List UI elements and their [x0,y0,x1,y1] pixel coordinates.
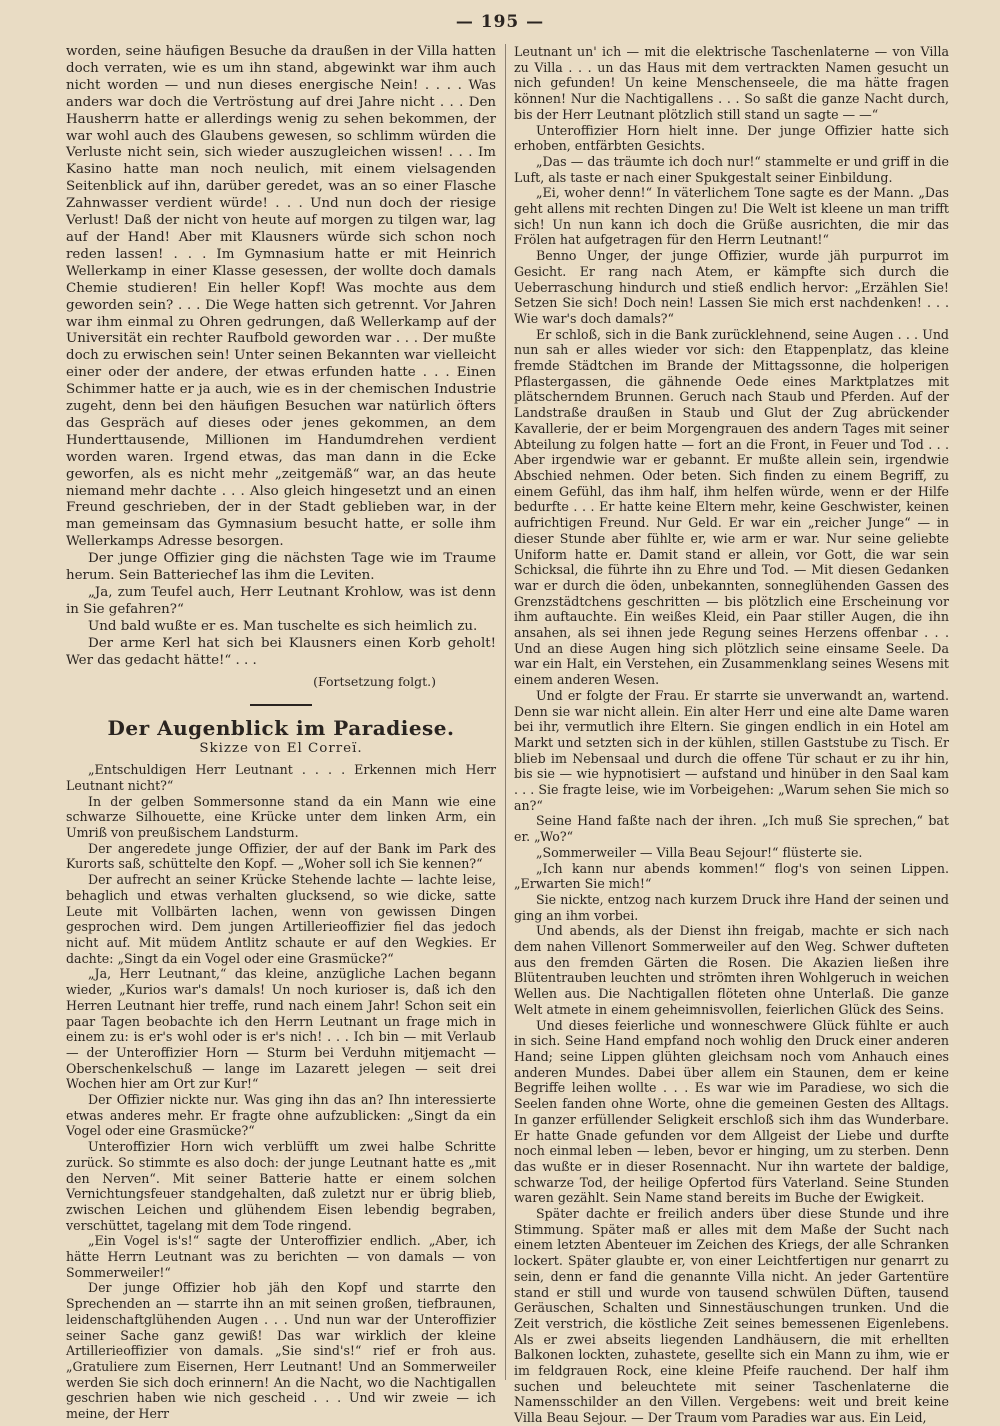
paragraph: „Ja, zum Teufel auch, Herr Leutnant Krohlow, was ist denn in Sie gefahren?“ [66,585,496,617]
column-rule [505,44,506,1380]
paragraph: Seine Hand faßte nach der ihren. „Ich muß Sie sprechen,“ bat er. „Wo?“ [514,813,949,845]
left-column [66,44,496,1422]
paragraph: „Ein Vogel is's!“ sagte der Unteroffizier endlich. „Aber, ich hätte Herrn Leutnant was zu berichten — von damals — von Sommerweiler!“ [66,1233,496,1280]
paragraph: Der arme Kerl hat sich bei Klausners einen Korb geholt! Wer das gedacht hätte!“ . . . [66,635,496,668]
continuation-note: (Fortsetzung folgt.) [313,673,436,689]
paragraph: Der junge Offizier hob jäh den Kopf und starrte den Sprechenden an — starrte ihn an mit seinen großen, tiefbraunen, leidenschaftglühenden Augen . . . Und nun war der Unteroffizier seiner Sache ganz gewiß! Das war wirklich der kleine Artillerieoffizier von damals. „Sie sind's!“ rief er froh aus. „Gratuliere zum Eisernen, Herr Leutnant! Und an Sommerweiler werden Sie sich doch erinnern! An die Nacht, wo die Nachtigallen geschrien haben wie nich gescheid . . . Und wir zweie — ich meine, der Herr [66,1280,496,1422]
paragraph: Unteroffizier Horn wich verblüfft um zwei halbe Schritte zurück. So stimmte es also doch: der junge Leutnant hatte es „mit den Nerven“. Mit seiner Batterie hatte er einem solchen Vernichtungsfeuer standgehalten, daß zuletzt nur er übrig blieb, zwischen Leichen und glühendem Eisen lebendig begraben, verschüttet, tagelang mit dem Tode ringend. [66,1139,496,1233]
right-column [514,44,949,1426]
paragraph: „Entschuldigen Herr Leutnant . . . . Erkennen mich Herr Leutnant nicht?“ [66,762,496,793]
paragraph: Er schloß, sich in die Bank zurücklehnend, seine Augen . . . Und nun sah er alles wieder vor sich: den Etappenplatz, das kleine fremde Städtchen im Brande der Mittagssonne, die holperigen Pflastergassen, die gähnende Oede eines Marktplatzes mit plätscherndem Brunnen. Geruch nach Staub und Pferden. Auf der Landstraße draußen in Staub und Glut der Zug abrückender Kavallerie, der er beim Morgengrauen des andern Tages mit seiner Abteilung zu folgen hatte — fort an die Front, in Feuer und Tod . . . Aber irgendwie war er gebannt. Er mußte allein sein, irgendwie Abschied nehmen. Oder beten. Sich finden zu einem Begriff, zu einem Gefühl, das ihm half, ihm helfen würde, wenn er der Hilfe bedurfte . . . Er hatte keine Eltern mehr, keine Geschwister, keinen aufrichtigen Freund. Nur Geld. Er war ein „reicher Junge“ — in dieser Stunde aber fühlte er, wie arm er war. Nur seine geliebte Uniform hatte er. Damit stand er allein, vor Gott, die war sein Schicksal, die führte ihn zu Ehre und Tod. — Mit diesen Gedanken war er durch die öden, unbekannten, sonneglühenden Gassen des Grenzstädtchens geschritten — bis plötzlich eine Erscheinung vor ihm auftauchte. Ein weißes Kleid, ein Paar stiller Augen, die ihn ansahen, als sei ihnen jede Regung seines Herzens offenbar . . . Und an diese Augen hing sich plötzlich seine einsame Seele. Da war ein Halt, ein Verstehen, ein Zusammenklang seines Wesens mit einem anderen Wesen. [514,326,949,688]
page-number: — 195 — [455,12,545,32]
story-body [66,762,496,1422]
paragraph: Benno Unger, der junge Offizier, wurde jäh purpurrot im Gesicht. Er rang nach Atem, er kämpfte sich durch die Ueberraschung hindurch und stieß endlich hervor: „Erzählen Sie! Setzen Sie sich! Doch nein! Lassen Sie mich erst nachdenken! . . . Wie war's doch damals?“ [514,248,949,326]
paragraph: Der aufrecht an seiner Krücke Stehende lachte — lachte leise, behaglich und etwas verhalten glucksend, so wie dicke, satte Leute mit Vollbärten lachen, wenn von gewissen Dingen gesprochen wird. Dem jungen Artillerieoffizier fiel das jedoch nicht auf. Mit müdem Antlitz schaute er auf den Wegkies. Er dachte: „Singt da ein Vogel oder eine Grasmücke?“ [66,872,496,966]
story-byline: Skizze von El Correï. [199,741,363,757]
paragraph: Sie nickte, entzog nach kurzem Druck ihre Hand der seinen und ging an ihm vorbei. [514,891,949,923]
paragraph: „Ei, woher denn!“ In väterlichem Tone sagte es der Mann. „Das geht allens mit rechten Dingen zu! Die Welt ist kleene un man trifft sich! Un nun kann ich doch die Grüße ausrichten, die mir das Frölen hat aufgetragen für den Herrn Leutnant!“ [514,185,949,248]
paragraph: Der Offizier nickte nur. Was ging ihn das an? Ihn interessierte etwas anderes mehr. Er fragte ohne aufzublicken: „Singt da ein Vogel oder eine Grasmücke?“ [66,1092,496,1139]
paragraph: In der gelben Sommersonne stand da ein Mann wie eine schwarze Silhouette, eine Krücke unter dem linken Arm, ein Umriß von preußischem Landsturm. [66,793,496,841]
section-divider [250,704,312,706]
paragraph: „Sommerweiler — Villa Beau Sejour!“ flüsterte sie. [536,844,863,860]
paragraph: Unteroffizier Horn hielt inne. Der junge Offizier hatte sich erhoben, entfärbten Gesichts. [514,122,949,154]
paragraph: Und bald wußte er es. Man tuschelte es sich heimlich zu. [88,618,478,634]
paragraph: Der angeredete junge Offizier, der auf der Bank im Park des Kurorts saß, schüttelte den Kopf. — „Woher soll ich Sie kennen?“ [66,840,496,872]
paragraph: „Ja, Herr Leutnant,“ das kleine, anzügliche Lachen begann wieder, „Kurios war's damals! Un noch kurioser is, daß ich den Herren Leutnant hier treffe, rund nach einem Jahr! Schon seit ein paar Tagen beobachte ich den Herrn Leutnant un frage mich in einem zu: is er's wohl oder is er's nich! . . . Ich bin — mit Verlaub — der Unteroffizier Horn — Sturm bei Verduhn mitjemacht — Oberschenkelschuß — lange im Lazarett jelegen — seit drei Wochen hier am Ort zur Kur!“ [66,966,496,1092]
paragraph: Später dachte er freilich anders über diese Stunde und ihre Stimmung. Später maß er alles mit dem Maße der Sucht nach einem letzten Abenteuer im Zeichen des Kriegs, der alle Schranken lockert. Später glaubte er, von einer Leichtfertigen nur genarrt zu sein, denn er fand die genannte Villa nicht. An jeder Gartentüre stand er still und wurde von tausend schwülen Düften, tausend Geräuschen, Schalten und Sinnestäuschungen trunken. Und die Zeit verstrich, die köstliche Zeit seines bemessenen Eigenlebens. Als er zwei abseits liegenden Landhäusern, die mit erhellten Balkonen lockten, zuhastete, gesellte sich ein Mann zu ihm, wie er im feldgrauen Rock, eine kleine Pfeife rauchend. Der half ihm suchen und beleuchtete mit seiner Taschenlaterne die Namensschilder an den Villen. Vergebens: weit und breit keine Villa Beau Sejour. — Der Traum vom Paradies war aus. Ein Leid, [514,1206,949,1426]
paragraph: Und dieses feierliche und wonneschwere Glück fühlte er auch in sich. Seine Hand empfand noch wohlig den Druck einer anderen Hand; seine Lippen glühten gleichsam noch vom Anhauch eines anderen Mundes. Dabei über allem ein Staunen, dem er keine Begriffe leihen wollte . . . Es war wie im Paradiese, wo sich die Seelen fanden ohne Worte, ohne die gemeinen Gesten des Alltags. In ganzer erfüllender Seligkeit erschloß sich ihm das Wunderbare. Er hatte Gnade gefunden vor dem Allgeist der Liebe und durfte noch einmal leben — leben, bevor er hinging, um zu sterben. Denn das wußte er in dieser Rosennacht. Nur ihn wartete der baldige, schwarze Tod, der heilige Opfertod fürs Vaterland. Seine Stunden waren gezählt. Sein Name stand bereits im Buche der Ewigkeit. [514,1017,949,1206]
paragraph: „Das — das träumte ich doch nur!“ stammelte er und griff in die Luft, als taste er nach einer Spukgestalt seiner Einbildung. [514,153,949,185]
paragraph: Und abends, als der Dienst ihn freigab, machte er sich nach dem nahen Villenort Sommerweiler auf den Weg. Schwer dufteten aus den fremden Gärten die Rosen. Die Akazien ließen ihre Blütentrauben leuchten und strömten ihren Wohlgeruch in weichen Wellen aus. Die Nachtigallen flöteten ohne Unterlaß. Die ganze Welt atmete in einem geheimnisvollen, feierlichen Glück des Seins. [514,923,949,1017]
story-title: Der Augenblick im Paradiese. [107,716,455,741]
paragraph: Der junge Offizier ging die nächsten Tage wie im Traume herum. Sein Batteriechef las ihm die Leviten. [66,551,496,584]
paragraph: „Ich kann nur abends kommen!“ flog's von seinen Lippen. „Erwarten Sie mich!“ [514,860,949,892]
paragraph: Und er folgte der Frau. Er starrte sie unverwandt an, wartend. Denn sie war nicht allein. Ein alter Herr und eine alte Dame waren bei ihr, vermutlich ihre Eltern. Sie gingen endlich in ein Hotel am Markt und setzten sich in der kühlen, stillen Gaststube zu Tisch. Er blieb im Nebensaal und durch die offene Tür schaut er zu ihr hin, bis sie — wie hypnotisiert — aufstand und hinüber in den Saal kam . . . Sie fragte leise, wie im Vorbeigehen: „Warum sehen Sie mich so an?“ [514,687,949,813]
paragraph: Leutnant un' ich — mit die elektrische Taschenlaterne — von Villa zu Villa . . . un das Haus mit dem vertrackten Namen gesucht un nich gefunden! Un keine Menschenseele, die ma hätte fragen können! Nur die Nachtigallens . . . So saßt die ganze Nacht durch, bis der Herr Leutnant plötzlich still stand un sagte — —“ [514,44,949,122]
paragraph: worden, seine häufigen Besuche da draußen in der Villa hatten doch verraten, wie es um ihn stand, abgewinkt war ihm auch nicht worden — und nun dieses energische Nein! . . . . Was anders war doch die Vertröstung auf drei Jahre nicht . . . Den Hausherrn hatte er allerdings wenig zu sehen bekommen, der war wohl auch des Glaubens gewesen, so schlimm würden die Verluste nicht sein, sich wieder auszugleichen wissen! . . . Im Kasino hatte man noch neulich, mit einem vielsagenden Seitenblick auf ihn, darüber geredet, was an so einer Flasche Zahnwasser verdient würde! . . . Und nun doch der riesige Verlust! Daß der nicht von heute auf morgen zu tilgen war, lag auf der Hand! Aber mit Klausners würde sich schon noch reden lassen! . . . Im Gymnasium hatte er mit Heinrich Wellerkamp in einer Klasse gesessen, der wollte doch damals Chemie studieren! Ein heller Kopf! Was mochte aus dem geworden sein? . . . Die Wege hatten sich getrennt. Vor Jahren war ihm einmal zu Ohren gedrungen, daß Wellerkamp auf der Universität ein rechter Raufbold geworden war . . . Der mußte doch zu erwischen sein! Unter seinen Bekannten war vielleicht einer oder der andere, der etwas erfunden hatte . . . Einen Schimmer hatte er ja auch, wie es in der chemischen Industrie zugeht, denn bei den häufigen Besuchen war natürlich öfters das Gespräch auf dieses oder jenes gekommen, an dem Hunderttausende, Millionen im Handumdrehen verdient worden waren. Irgend etwas, das man dann in die Ecke geworfen, als es nicht mehr „zeitgemäß“ war, an das heute niemand mehr dachte . . . Also gleich hingesetzt und an einen Freund geschrieben, der in der Stadt geblieben war, in der man gemeinsam das Gymnasium besucht hatte, er solle ihm Wellerkamps Adresse besorgen. [66,44,496,550]
